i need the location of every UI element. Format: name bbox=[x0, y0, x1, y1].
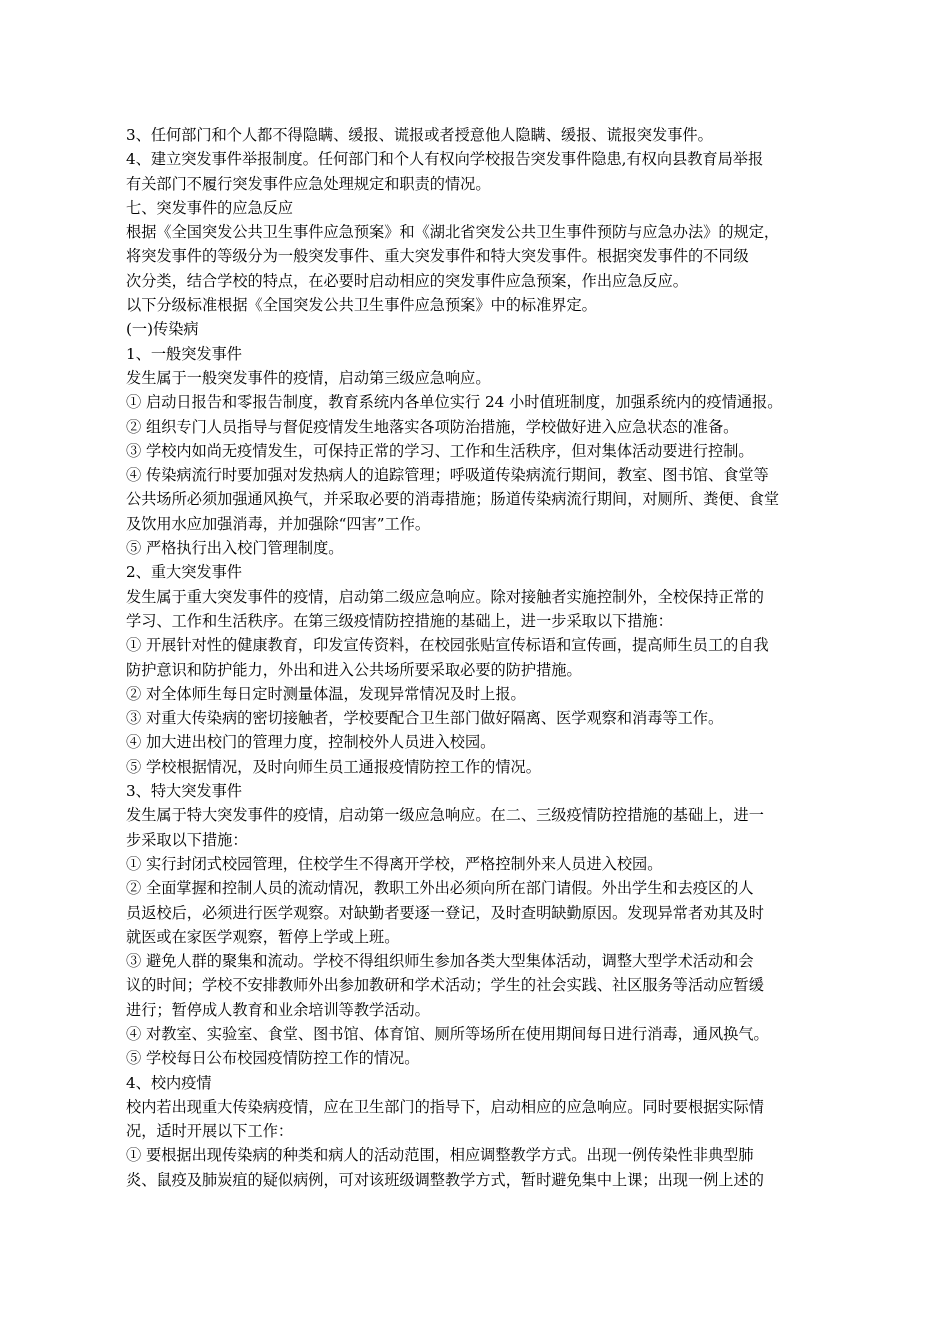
text-line: 炎、鼠疫及肺炭疽的疑似病例，可对该班级调整教学方式，暂时避免集中上课；出现一例上述的 bbox=[126, 1170, 764, 1189]
text-line: 2、重大突发事件 bbox=[126, 563, 242, 582]
text-line: ⑤ 严格执行出入校门管理制度。 bbox=[126, 539, 344, 558]
text-line: 学习、工作和生活秩序。在第三级疫情防控措施的基础上，进一步采取以下措施： bbox=[126, 611, 673, 630]
text-line: ④ 对教室、实验室、食堂、图书馆、体育馆、厕所等场所在使用期间每日进行消毒，通风换气。 bbox=[126, 1024, 769, 1043]
text-line: 1、一般突发事件 bbox=[126, 344, 242, 363]
text-line: ② 对全体师生每日定时测量体温，发现异常情况及时上报。 bbox=[126, 684, 526, 703]
text-line: ③ 对重大传染病的密切接触者，学校要配合卫生部门做好隔离、医学观察和消毒等工作。 bbox=[126, 709, 724, 728]
text-line: 3、任何部门和个人都不得隐瞒、缓报、谎报或者授意他人隐瞒、缓报、谎报突发事件。 bbox=[126, 126, 713, 144]
text-line: 将突发事件的等级分为一般突发事件、重大突发事件和特大突发事件。根据突发事件的不同级 bbox=[126, 247, 749, 266]
text-line: ⑤ 学校每日公布校园疫情防控工作的情况。 bbox=[126, 1049, 420, 1068]
text-line: ② 组织专门人员指导与督促疫情发生地落实各项防治措施，学校做好进入应急状态的准备。 bbox=[126, 417, 739, 436]
text-line: 发生属于重大突发事件的疫情，启动第二级应急响应。除对接触者实施控制外，全校保持正常的 bbox=[126, 587, 764, 606]
text-line: 发生属于一般突发事件的疫情，启动第三级应急响应。 bbox=[126, 368, 491, 387]
text-line: 4、校内疫情 bbox=[126, 1073, 212, 1092]
text-line: 次分类，结合学校的特点，在必要时启动相应的突发事件应急预案，作出应急反应。 bbox=[126, 271, 688, 290]
text-line: 4、建立突发事件举报制度。任何部门和个人有权向学校报告突发事件隐患,有权向县教育局举报 bbox=[126, 150, 764, 169]
text-line: ① 实行封闭式校园管理，住校学生不得离开学校，严格控制外来人员进入校园。 bbox=[126, 854, 663, 873]
text-line: 及饮用水应加强消毒，并加强除“四害”工作。 bbox=[126, 514, 431, 533]
text-line: 以下分级标准根据《全国突发公共卫生事件应急预案》中的标准界定。 bbox=[126, 296, 597, 315]
text-line: 3、特大突发事件 bbox=[126, 782, 242, 801]
text-line: ④ 加大进出校门的管理力度，控制校外人员进入校园。 bbox=[126, 733, 496, 752]
text-line: 根据《全国突发公共卫生事件应急预案》和《湖北省突发公共卫生事件预防与应急办法》的规定， bbox=[126, 223, 780, 242]
text-line: 有关部门不履行突发事件应急处理规定和职责的情况。 bbox=[126, 174, 491, 193]
text-line: 校内若出现重大传染病疫情，应在卫生部门的指导下，启动相应的应急响应。同时要根据实际情 bbox=[126, 1097, 764, 1116]
text-line: ① 开展针对性的健康教育，印发宣传资料，在校园张贴宣传标语和宣传画，提高师生员工的自我 bbox=[126, 636, 769, 655]
text-line: 防护意识和防护能力，外出和进入公共场所要采取必要的防护措施。 bbox=[126, 660, 582, 679]
text-line: ④ 传染病流行时要加强对发热病人的追踪管理；呼吸道传染病流行期间，教室、图书馆、食堂等 bbox=[126, 466, 769, 485]
text-line: 七、突发事件的应急反应 bbox=[126, 198, 294, 217]
text-line: ③ 避免人群的聚集和流动。学校不得组织师生参加各类大型集体活动，调整大型学术活动和会 bbox=[126, 952, 754, 971]
text-line: 员返校后，必须进行医学观察。对缺勤者要逐一登记，及时查明缺勤原因。发现异常者劝其及时 bbox=[126, 903, 764, 922]
text-line: ⑤ 学校根据情况，及时向师生员工通报疫情防控工作的情况。 bbox=[126, 757, 541, 776]
text-line: (一)传染病 bbox=[126, 320, 199, 339]
text-line: 就医或在家医学观察，暂停上学或上班。 bbox=[126, 927, 400, 946]
text-line: 况，适时开展以下工作： bbox=[126, 1122, 294, 1141]
text-line: ② 全面掌握和控制人员的流动情况，教职工外出必须向所在部门请假。外出学生和去疫区的人 bbox=[126, 879, 754, 898]
document-body bbox=[126, 123, 826, 1192]
text-line: 公共场所必须加强通风换气，并采取必要的消毒措施；肠道传染病流行期间，对厕所、粪便、食堂 bbox=[126, 490, 780, 509]
text-line: 步采取以下措施： bbox=[126, 830, 248, 849]
text-line: ① 要根据出现传染病的种类和病人的活动范围，相应调整教学方式。出现一例传染性非典型肺 bbox=[126, 1146, 754, 1165]
text-line: ③ 学校内如尚无疫情发生，可保持正常的学习、工作和生活秩序，但对集体活动要进行控制。 bbox=[126, 441, 754, 460]
text-line: ① 启动日报告和零报告制度，教育系统内各单位实行 24 小时值班制度，加强系统内的疫情通报。 bbox=[126, 393, 783, 412]
text-line: 议的时间；学校不安排教师外出参加教研和学术活动；学生的社会实践、社区服务等活动应暂缓 bbox=[126, 976, 764, 995]
text-line: 发生属于特大突发事件的疫情，启动第一级应急响应。在二、三级疫情防控措施的基础上，进一 bbox=[126, 806, 764, 825]
text-line: 进行；暂停成人教育和业余培训等教学活动。 bbox=[126, 1000, 430, 1019]
